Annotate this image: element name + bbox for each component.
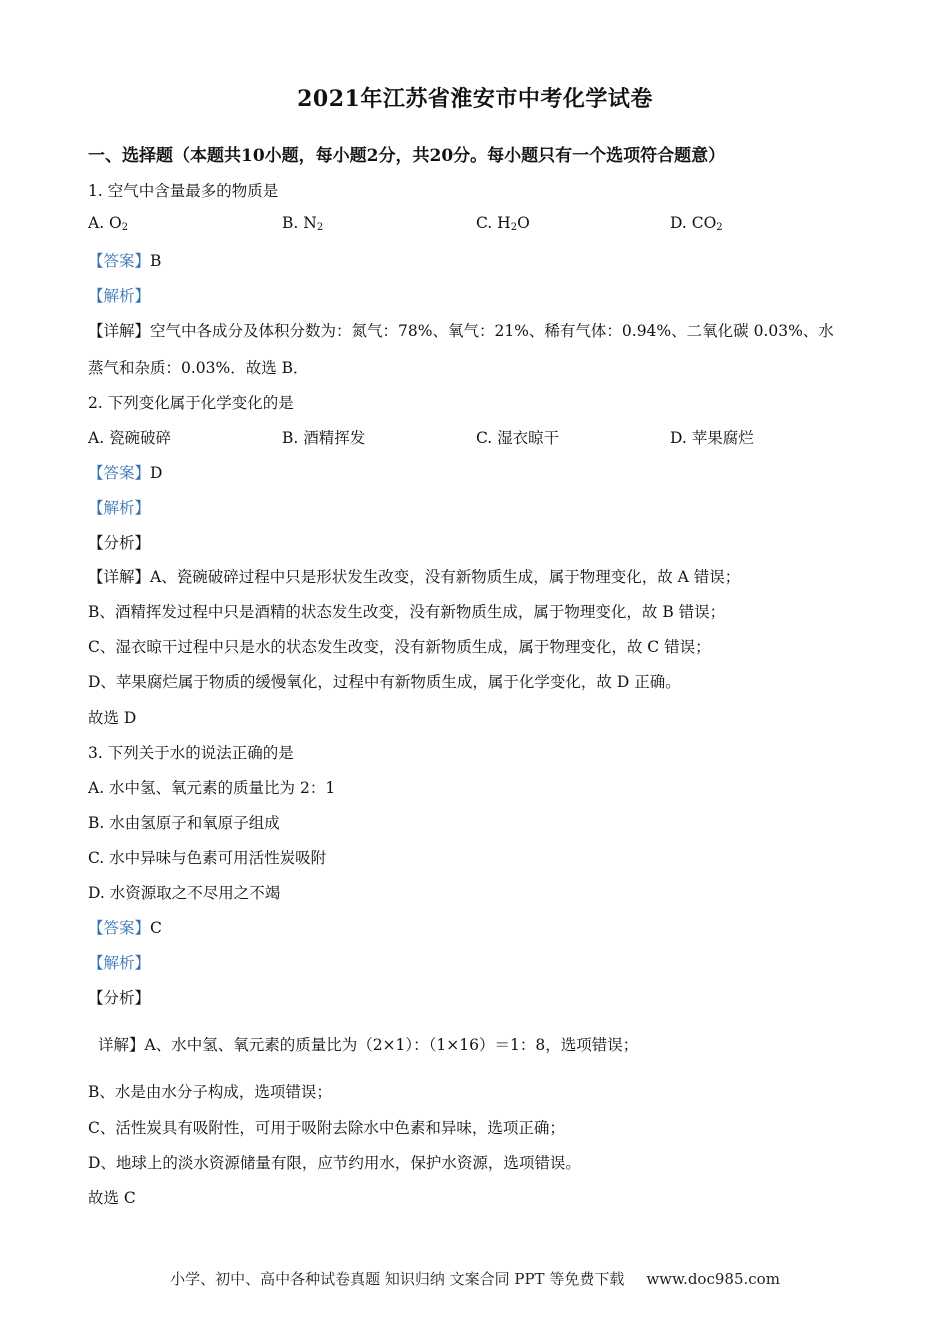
q3-detail-line-1: 详解】A、水中氢、氧元素的质量比为（2×1）：（1×16）＝1：8，选项错误；	[98, 1036, 639, 1054]
q2-option-b: B. 酒精挥发	[282, 429, 366, 447]
page-title: 2021年江苏省淮安市中考化学试卷	[297, 86, 653, 112]
page-footer	[0, 1268, 950, 1289]
q2-detail-line-4: D、苹果腐烂属于物质的缓慢氧化，过程中有新物质生成，属于化学变化，故 D 正确。	[88, 673, 681, 691]
q3-option-a: A. 水中氢、氧元素的质量比为 2：1	[88, 779, 336, 797]
q2-answer: 【答案】D	[88, 464, 163, 482]
q1-stem: 1. 空气中含量最多的物质是	[88, 182, 279, 200]
section-heading: 一、选择题（本题共10小题，每小题2分，共20分。每小题只有一个选项符合题意）	[88, 146, 726, 166]
q2-fenxi-label: 【分析】	[88, 534, 151, 552]
q2-option-c: C. 湿衣晾干	[476, 429, 560, 447]
q3-answer: 【答案】C	[88, 919, 162, 937]
q1-option-c: C. $H_2O$	[476, 214, 530, 233]
footer-text: 小学、初中、高中各种试卷真题 知识归纳 文案合同 PPT 等免费下载	[170, 1270, 625, 1288]
q2-detail-line-3: C、湿衣晾干过程中只是水的状态发生改变，没有新物质生成，属于物理变化，故 C 错误；	[88, 638, 711, 656]
q3-stem: 3. 下列关于水的说法正确的是	[88, 744, 294, 762]
q3-analysis-label: 【解析】	[88, 954, 151, 972]
q2-analysis-label: 【解析】	[88, 499, 151, 517]
q3-detail-line-4: D、地球上的淡水资源储量有限，应节约用水，保护水资源，选项错误。	[88, 1154, 581, 1172]
q2-stem: 2. 下列变化属于化学变化的是	[88, 394, 294, 412]
q1-answer: 【答案】B	[88, 252, 162, 270]
q1-detail-line-2: 蒸气和杂质：0.03%．故选 B．	[88, 359, 309, 377]
q2-option-a: A. 瓷碗破碎	[88, 429, 172, 447]
q3-option-d: D. 水资源取之不尽用之不竭	[88, 884, 281, 902]
q1-detail-line-1: 【详解】空气中各成分及体积分数为：氮气：78%、氧气：21%、稀有气体：0.94%、二氧化碳 0.03%、水	[88, 322, 834, 340]
q1-option-b: B. $N_2$	[282, 214, 324, 233]
q2-conclusion: 故选 D	[88, 709, 137, 727]
q3-conclusion: 故选 C	[88, 1189, 136, 1207]
q3-fenxi-label: 【分析】	[88, 989, 151, 1007]
q1-option-d: D. $CO_2$	[670, 214, 723, 233]
q2-option-d: D. 苹果腐烂	[670, 429, 754, 447]
q1-option-a: A. $O_2$	[88, 214, 129, 233]
footer-url[interactable]: www.doc985.com	[646, 1270, 780, 1288]
q3-detail-line-3: C、活性炭具有吸附性，可用于吸附去除水中色素和异味，选项正确；	[88, 1119, 565, 1137]
q3-detail-line-2: B、水是由水分子构成，选项错误；	[88, 1083, 332, 1101]
q1-analysis-label: 【解析】	[88, 287, 151, 305]
q3-option-b: B. 水由氢原子和氧原子组成	[88, 814, 280, 832]
q2-detail-line-2: B、酒精挥发过程中只是酒精的状态发生改变，没有新物质生成，属于物理变化，故 B 错误；	[88, 603, 726, 621]
q3-option-c: C. 水中异味与色素可用活性炭吸附	[88, 849, 327, 867]
q2-detail-line-1: 【详解】A、瓷碗破碎过程中只是形状发生改变，没有新物质生成，属于物理变化，故 A 错误；	[88, 568, 741, 586]
